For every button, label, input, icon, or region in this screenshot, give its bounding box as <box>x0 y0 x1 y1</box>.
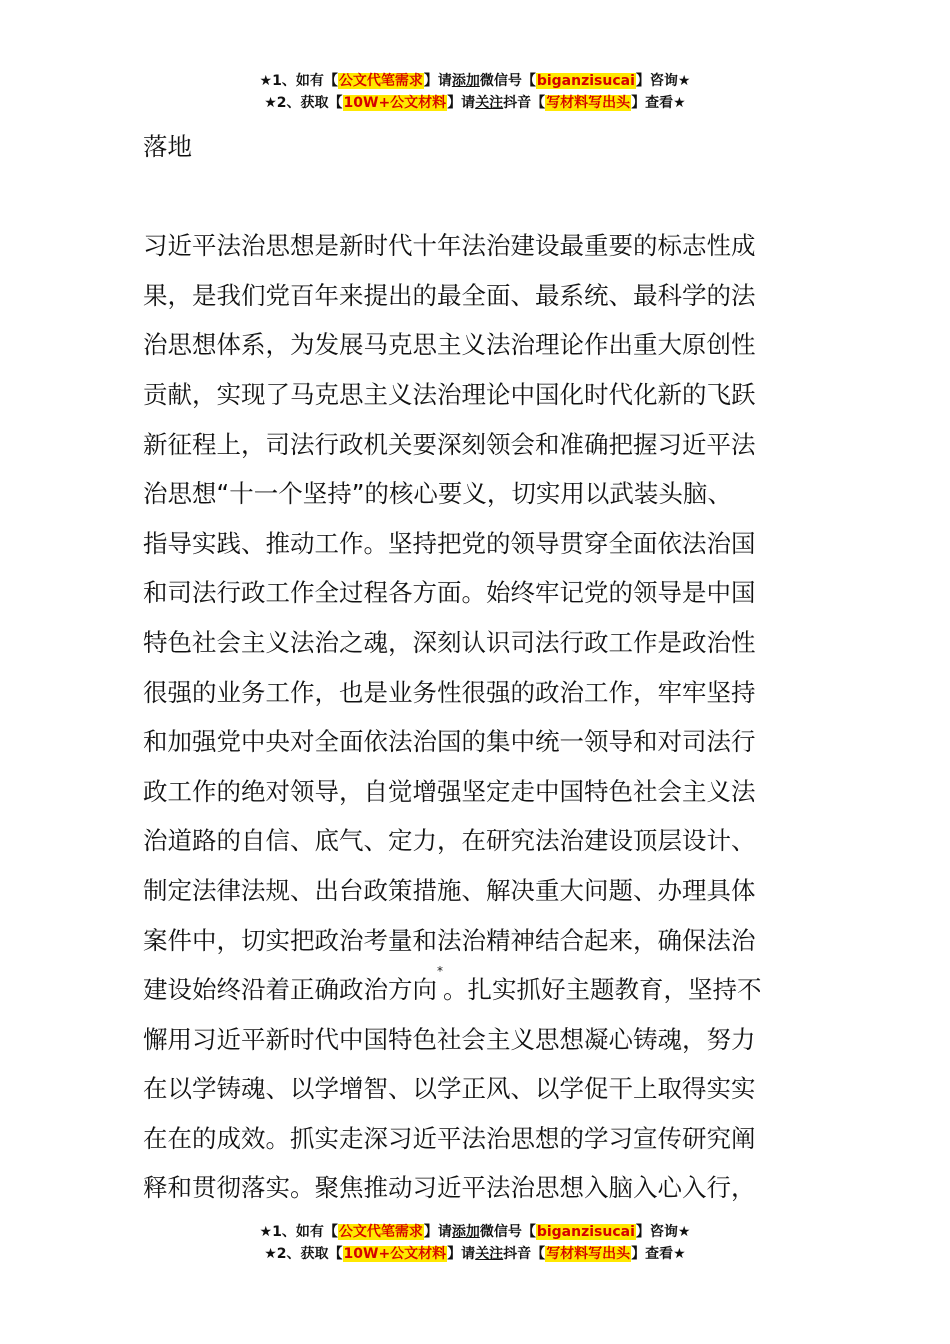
paragraph-line: 新征程上，司法行政机关要深刻领会和准确把握习近平法 <box>143 429 756 459</box>
banner-text: 】咨询★ <box>635 73 691 89</box>
banner-text: 微信号【 <box>479 73 536 89</box>
paragraph-line: 特色社会主义法治之魂，深刻认识司法行政工作是政治性 <box>143 627 756 657</box>
paragraph-line: 制定法律法规、出台政策措施、解决重大问题、办理具体 <box>143 875 756 905</box>
banner-underline: 添加 <box>451 73 480 89</box>
paragraph-line: 治道路的自信、底气、定力，在研究法治建设顶层设计、 <box>143 826 756 856</box>
banner-line-2 <box>0 1243 950 1265</box>
banner-line-1 <box>0 70 950 92</box>
line-text: 。扎实抓好主题教育，坚持不 <box>443 975 762 1005</box>
paragraph-line: 和加强党中央对全面依法治国的集中统一领导和对司法行 <box>143 727 756 757</box>
banner-highlight: 写材料写出头 <box>546 1246 631 1262</box>
banner-highlight: 公文代笔需求 <box>338 1224 423 1240</box>
banner-underline: 关注 <box>475 1246 504 1262</box>
paragraph-line: 政工作的绝对领导，自觉增强坚定走中国特色社会主义法 <box>143 776 756 806</box>
banner-line-2 <box>0 92 950 114</box>
paragraph-line: 和司法行政工作全过程各方面。始终牢记党的领导是中国 <box>143 578 756 608</box>
banner-text: ★1、如有【 <box>259 1224 338 1240</box>
banner-text: 抖音【 <box>503 95 546 111</box>
banner-line-1 <box>0 1221 950 1243</box>
banner-highlight: biganzisucai <box>536 1224 635 1240</box>
banner-text: ★2、获取【 <box>264 1246 343 1262</box>
section-heading: 落地 <box>143 132 192 161</box>
banner-highlight: 写材料写出头 <box>546 95 631 111</box>
document-body <box>143 122 813 1213</box>
banner-text: ★2、获取【 <box>264 95 343 111</box>
banner-text: 】请 <box>423 1224 452 1240</box>
paragraph-line: 懈用习近平新时代中国特色社会主义思想凝心铸魂，努力 <box>143 1024 756 1054</box>
banner-text: ★1、如有【 <box>259 73 338 89</box>
paragraph-line <box>143 965 813 1015</box>
line-text: 建设始终沿着正确政治方向 <box>143 975 437 1005</box>
paragraph-line: 贡献，实现了马克思主义法治理论中国化时代化新的飞跃 <box>143 379 756 409</box>
paragraph-line: 在在的成效。抓实走深习近平法治思想的学习宣传研究阐 <box>143 1123 756 1153</box>
banner-text: 】请 <box>447 95 476 111</box>
blank-line <box>143 172 813 222</box>
banner-highlight: 10W+公文材料 <box>343 1246 447 1262</box>
paragraph-line: 果，是我们党百年来提出的最全面、最系统、最科学的法 <box>143 280 756 310</box>
banner-text: 微信号【 <box>479 1224 536 1240</box>
banner-text: 】请 <box>423 73 452 89</box>
paragraph-line: 很强的业务工作，也是业务性很强的政治工作，牢牢坚持 <box>143 677 756 707</box>
banner-text: 抖音【 <box>503 1246 546 1262</box>
banner-text: 】查看★ <box>631 95 686 111</box>
banner-text: 】咨询★ <box>635 1224 691 1240</box>
banner-underline: 添加 <box>451 1224 480 1240</box>
paragraph-line: 案件中，切实把政治考量和法治精神结合起来，确保法治 <box>143 925 756 955</box>
banner-highlight: biganzisucai <box>536 73 635 89</box>
header-banner <box>0 70 950 114</box>
paragraph-line: 释和贯彻落实。聚焦推动习近平法治思想入脑入心入行， <box>143 1173 756 1203</box>
paragraph-line: 治思想“十一个坚持”的核心要义，切实用以武装头脑、 <box>143 479 732 509</box>
paragraph-line: 在以学铸魂、以学增智、以学正风、以学促干上取得实实 <box>143 1074 756 1104</box>
banner-underline: 关注 <box>475 95 504 111</box>
banner-highlight: 10W+公文材料 <box>343 95 447 111</box>
banner-text: 】查看★ <box>631 1246 686 1262</box>
paragraph-line: 治思想体系，为发展马克思主义法治理论作出重大原创性 <box>143 330 756 360</box>
paragraph-line: 习近平法治思想是新时代十年法治建设最重要的标志性成 <box>143 231 756 261</box>
footer-banner <box>0 1221 950 1265</box>
paragraph-line: 指导实践、推动工作。坚持把党的领导贯穿全面依法治国 <box>143 528 756 558</box>
banner-text: 】请 <box>447 1246 476 1262</box>
footnote-mark: * <box>437 964 443 979</box>
banner-highlight: 公文代笔需求 <box>338 73 423 89</box>
